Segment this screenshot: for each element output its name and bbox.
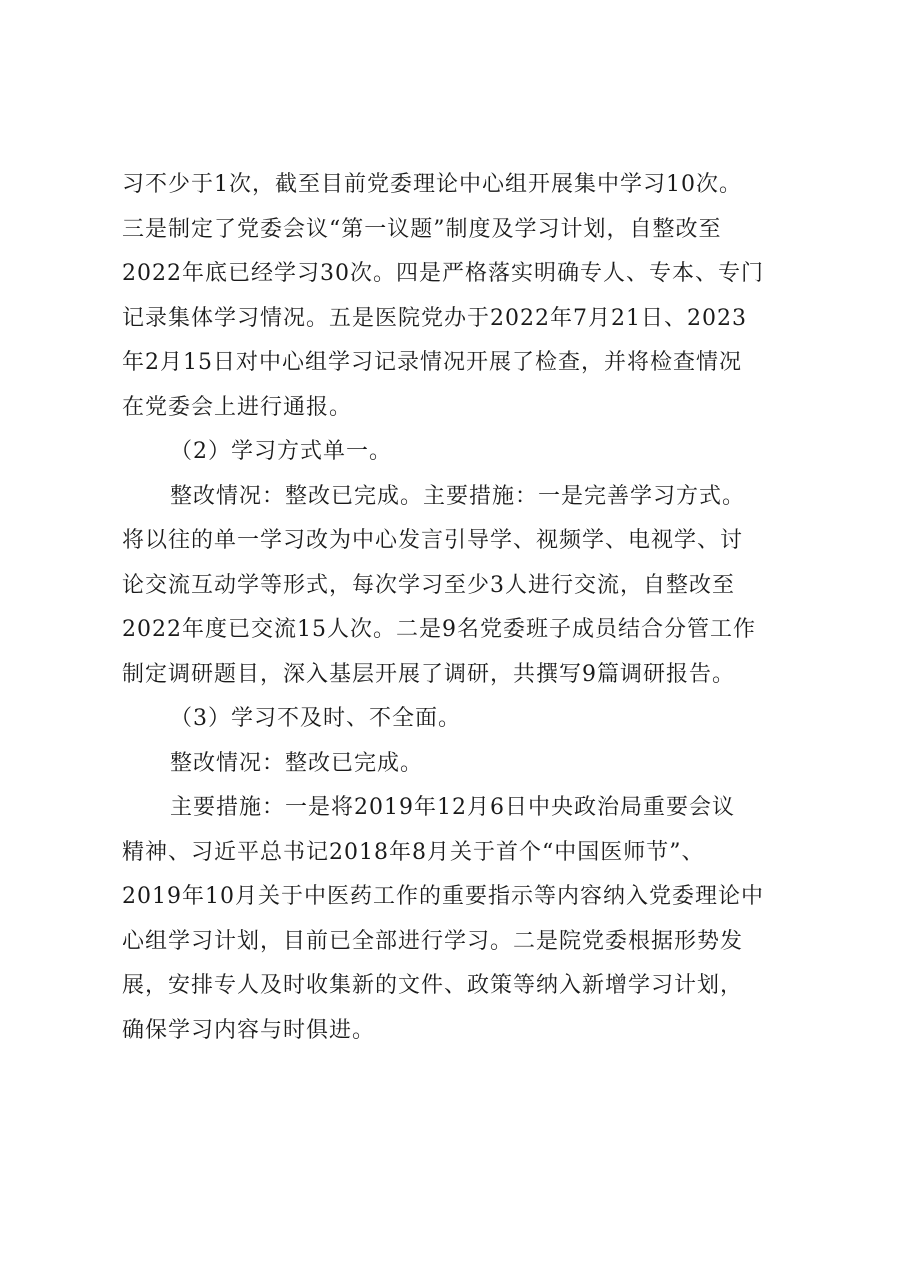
text-line-15: 主要措施：一是将2019年12月6日中央政治局重要会议 — [170, 795, 735, 820]
text-line-17: 2019年10月关于中医药工作的重要指示等内容纳入党委理论中 — [122, 884, 764, 909]
document-body — [122, 163, 802, 1053]
text-line-3: 2022年底已经学习30次。四是严格落实明确专人、专本、专门 — [122, 261, 764, 286]
text-line-16: 精神、习近平总书记2018年8月关于首个“中国医师节”、 — [122, 839, 705, 865]
text-line-1: 习不少于1次，截至目前党委理论中心组开展集中学习10次。 — [122, 172, 742, 197]
text-line-14: 整改情况：整改已完成。 — [170, 750, 424, 776]
text-line-19: 展，安排专人及时收集新的文件、政策等纳入新增学习计划， — [122, 973, 744, 998]
text-line-9: 将以往的单一学习改为中心发言引导学、视频学、电视学、讨 — [122, 528, 744, 553]
text-line-20: 确保学习内容与时俱进。 — [122, 1017, 376, 1043]
section-heading-3: （3）学习不及时、不全面。 — [170, 706, 461, 731]
text-line-10: 论交流互动学等形式，每次学习至少3人进行交流，自整改至 — [122, 572, 735, 598]
text-line-18: 心组学习计划，目前已全部进行学习。二是院党委根据形势发 — [122, 928, 744, 954]
text-line-6: 在党委会上进行通报。 — [122, 394, 353, 420]
text-line-11: 2022年度已交流15人次。二是9名党委班子成员结合分管工作 — [122, 617, 756, 642]
text-line-12: 制定调研题目，深入基层开展了调研，共撰写9篇调研报告。 — [122, 661, 735, 687]
text-line-8: 整改情况：整改已完成。主要措施：一是完善学习方式。 — [170, 483, 746, 509]
text-line-2: 三是制定了党委会议“第一议题”制度及学习计划，自整改至 — [122, 216, 722, 242]
text-line-4: 记录集体学习情况。五是医院党办于2022年7月21日、2023 — [122, 305, 747, 331]
text-line-5: 年2月15日对中心组学习记录情况开展了检查，并将检查情况 — [122, 350, 742, 375]
section-heading-2: （2）学习方式单一。 — [170, 439, 392, 464]
